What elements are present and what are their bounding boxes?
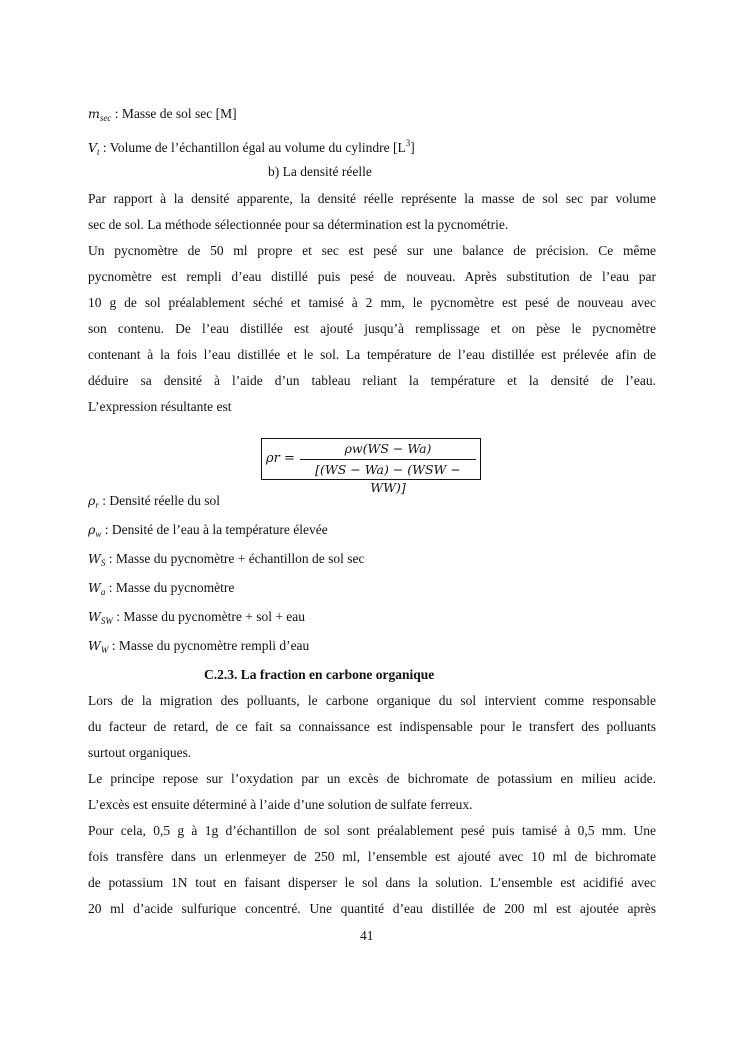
paragraph2-line: pycnomètre est rempli d’eau distillé puis pesé de nouveau. Après substitution de l’eau par — [88, 269, 656, 284]
paragraph2-line: Un pycnomètre de 50 ml propre et sec est pesé sur une balance de précision. Ce même — [88, 243, 656, 258]
symbol: ρ — [88, 493, 96, 508]
definition-text: : Masse du pycnomètre + sol + eau — [112, 609, 306, 624]
density-formula — [261, 438, 481, 495]
section-heading-c-2-3: C.2.3. La fraction en carbone organique — [204, 667, 435, 682]
definition-text: : Densité réelle du sol — [98, 493, 220, 508]
definition-text: : Masse du pycnomètre — [105, 580, 235, 595]
symbol: W — [88, 609, 101, 624]
symbol-sub: t — [97, 147, 100, 157]
paragraph5-line: de potassium 1N tout en faisant disperser le sol dans la solution. L’ensemble est acidifié avec — [88, 875, 656, 890]
symbol-sub: SW — [100, 616, 113, 626]
paragraph3-line: surtout organiques. — [88, 745, 192, 760]
formula-lhs: ρr = — [266, 451, 295, 466]
symbol: m — [88, 106, 100, 121]
paragraph5-line: fois transfère dans un erlenmeyer de 250 ml, l’ensemble est ajouté avec 10 ml de bichromate — [88, 849, 656, 864]
definition-w-s — [88, 550, 656, 572]
symbol-sub: sec — [99, 113, 112, 123]
symbol-sub: w — [95, 529, 102, 539]
symbol: W — [88, 638, 101, 653]
paragraph3-line: du facteur de retard, de ce fait sa connaissance est indispensable pour le transfert des polluants — [88, 719, 656, 734]
paragraph2-line: 10 g de sol préalablement séché et tamisé à 2 mm, le pycnomètre est pesé de nouveau avec — [88, 295, 656, 310]
definition-text: : Masse de sol sec [M] — [111, 106, 237, 121]
definition-w-w — [88, 637, 656, 659]
definition-text: : Masse du pycnomètre + échantillon de sol sec — [105, 551, 365, 566]
paragraph2-line: son contenu. De l’eau distillée est ajouté jusqu’à remplissage et on pèse le pycnomètre — [88, 321, 656, 336]
symbol-sub: S — [100, 558, 106, 568]
formula-fraction — [298, 440, 478, 495]
paragraph5-line: 20 ml d’acide sulfurique concentré. Une quantité d’eau distillée de 200 ml est ajoutée après — [88, 901, 656, 916]
symbol-sub: W — [100, 645, 109, 655]
paragraph3-line: Lors de la migration des polluants, le carbone organique du sol intervient comme responsable — [88, 693, 656, 708]
definition-text: : Volume de l’échantillon égal au volume du cylindre [L — [99, 140, 406, 155]
symbol: ρ — [88, 522, 96, 537]
paragraph4-line: L’excès est ensuite déterminé à l’aide d’une solution de sulfate ferreux. — [88, 797, 473, 812]
formula-numerator: ρw(WS − Wa) — [344, 441, 432, 456]
section-heading-b: b) La densité réelle — [268, 164, 372, 179]
fraction-bar — [300, 459, 476, 460]
definition-text: : Densité de l’eau à la température élevée — [101, 522, 328, 537]
page-number: 41 — [360, 928, 374, 943]
definition-w-sw — [88, 608, 656, 630]
definition-rho-r — [88, 492, 656, 514]
paragraph2-line: déduire sa densité à l’aide d’un tableau reliant la température et la densité de l’eau. — [88, 373, 656, 388]
symbol: W — [88, 580, 101, 595]
definition-v-t — [88, 134, 656, 161]
superscript: 3 — [405, 138, 411, 148]
formula-denominator: [(WS − Wa) − (WSW − WW)] — [315, 462, 461, 495]
symbol-sub: a — [100, 587, 106, 597]
paragraph2-line: L’expression résultante est — [88, 399, 232, 414]
symbol-sub: r — [95, 500, 99, 510]
symbol: V — [88, 140, 98, 155]
definition-m-sec — [88, 105, 656, 127]
definition-tail: ] — [410, 140, 415, 155]
paragraph1-line: Par rapport à la densité apparente, la densité réelle représente la masse de sol sec par volume — [88, 191, 656, 206]
symbol: W — [88, 551, 101, 566]
paragraph5-line: Pour cela, 0,5 g à 1g d’échantillon de sol sont préalablement pesé puis tamisé à 0,5 mm. Une — [88, 823, 656, 838]
paragraph4-line: Le principe repose sur l’oxydation par un excès de bichromate de potassium en milieu acide. — [88, 771, 656, 786]
paragraph2-line: contenant à la fois l’eau distillée et le sol. La température de l’eau distillée est prélevée afin de — [88, 347, 656, 362]
definition-text: : Masse du pycnomètre rempli d’eau — [108, 638, 310, 653]
definition-w-a — [88, 579, 656, 601]
definition-rho-w — [88, 521, 656, 543]
paragraph1-line: sec de sol. La méthode sélectionnée pour sa détermination est la pycnométrie. — [88, 217, 509, 232]
